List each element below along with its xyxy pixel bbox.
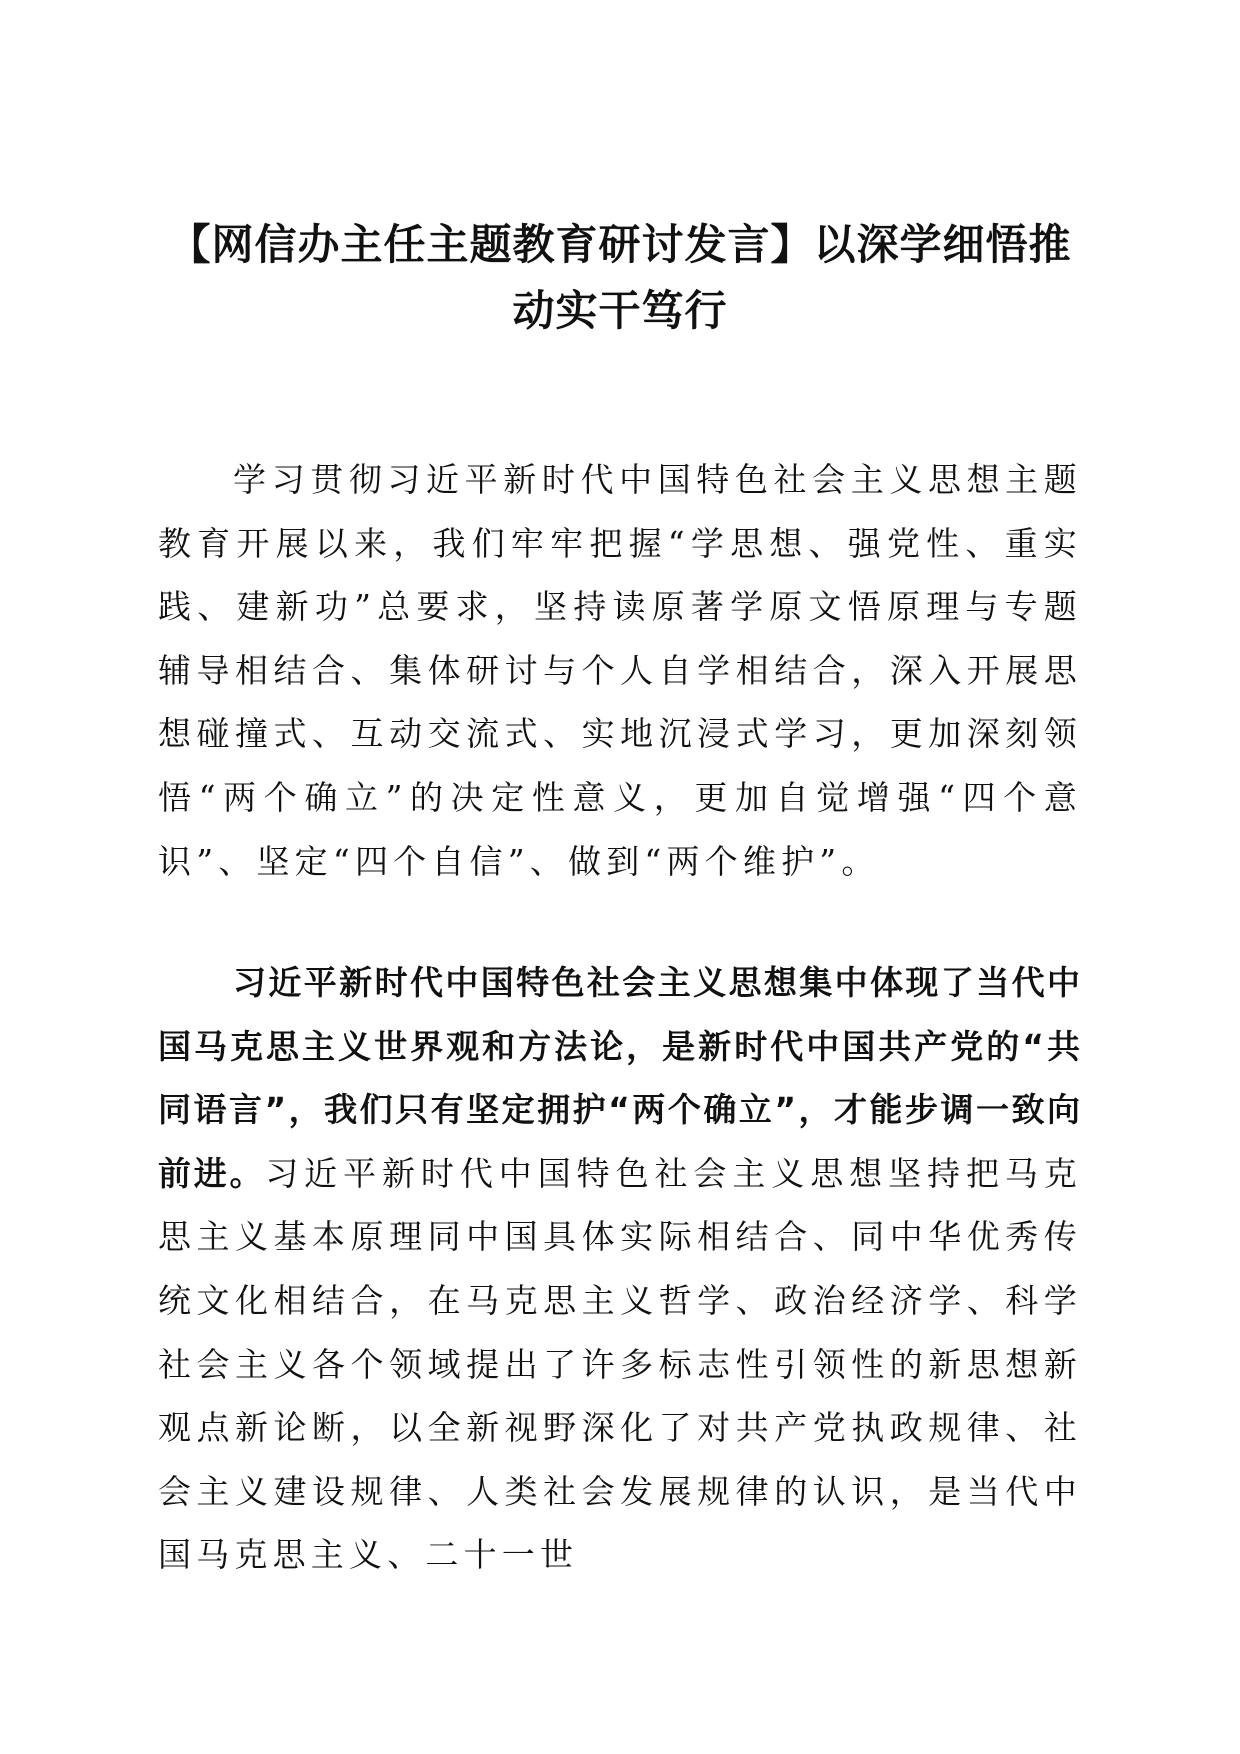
paragraph-thought-text: 习近平新时代中国特色社会主义思想坚持把马克思主义基本原理同中国具体实际相结合、同中华优秀传统文化相结合，在马克思主义哲学、政治经济学、科学社会主义各个领域提出了许多标志性引领性的新思想新观点新论断，以全新视野深化了对共产党执政规律、社会主义建设规律、人类社会发展规律的认识，是当代中国马克思主义、二十一世 <box>158 1153 1083 1575</box>
paragraph-intro-text: 学习贯彻习近平新时代中国特色社会主义思想主题教育开展以来，我们牢牢把握“学思想、强党性、重实践、建新功”总要求，坚持读原著学原文悟原理与专题辅导相结合、集体研讨与个人自学相结合，深入开展思想碰撞式、互动交流式、实地沉浸式学习，更加深刻领悟“两个确立”的决定性意义，更加自觉增强“四个意识”、坚定“四个自信”、做到“两个维护”。 <box>158 460 1082 881</box>
document-title: 【网信办主任主题教育研讨发言】以深学细悟推动实干笃行 <box>168 220 1072 335</box>
paragraph-thought <box>158 951 1082 1587</box>
paragraph-lead-sentence: 习近平新时代中国特色社会主义思想集中体现了当代中国马克思主义世界观和方法论，是新时代中国共产党的“共同语言”，我们只有坚定拥护“两个确立”，才能步调一致向前进。 <box>158 963 1082 1193</box>
paragraph-intro <box>158 448 1082 893</box>
